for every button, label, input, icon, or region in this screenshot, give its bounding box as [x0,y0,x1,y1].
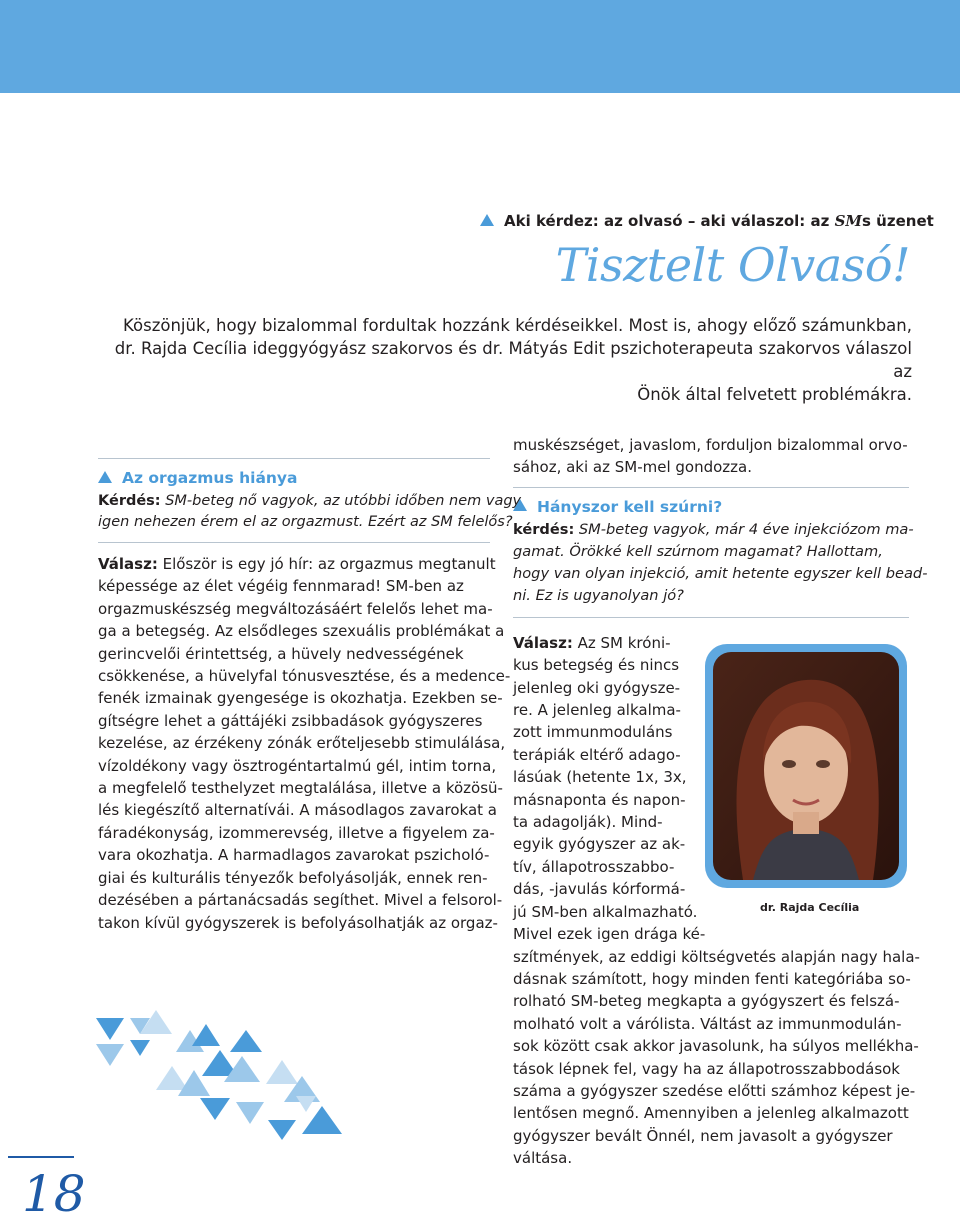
answer-line-text: Az SM króni- [572,633,671,652]
answer-text-narrow [513,632,706,946]
answer-line [513,968,909,990]
page-title: Tisztelt Olvasó! [555,238,910,292]
answer-line-text: képessége az élet végéig fennmarad! SM-ben az [98,577,464,596]
answer-line-text: másnaponta és napon- [513,790,686,809]
answer-line [513,699,703,721]
answer-line-text: molható volt a várólista. Váltást az immunmodulán- [513,1014,902,1033]
answer-line-text: száma a gyógyszer szedése előtti számhoz képest je- [513,1081,916,1100]
answer-line-text: terápiák eltérő adago- [513,745,681,764]
left-column [98,458,522,934]
answer-line-text: tások lépnek fel, vagy ha az állapotrosszabbodások [513,1059,900,1078]
answer-text [98,553,511,934]
answer-line [513,856,703,878]
answer-line-text: csökkenése, a hüvelyfal tónusvesztése, és a medence- [98,667,511,686]
answer-line-text: jú SM-ben alkalmazható. [513,902,698,921]
answer-label: Válasz: [513,633,573,652]
answer-line-text: giai és kulturális tényezők befolyásolják, ennek ren- [98,868,488,887]
portrait-illustration [713,652,899,880]
header-band [0,0,960,93]
answer-line: sához, aki az SM-mel gondozza. [513,458,753,477]
answer-line [513,744,703,766]
answer-line-text: lentősen megnő. Amennyiben a jelenleg alkalmazott [513,1104,909,1123]
answer-line-text: orgazmuskészség megváltozásáért felelős lehet ma- [98,599,493,618]
answer-line [98,777,503,799]
triangle-bullet-icon [480,214,494,226]
answer-line-text: lásúak (hetente 1x, 3x, [513,768,687,787]
answer-line [513,1035,919,1057]
answer-label: Válasz: [98,555,158,573]
answer-line [98,844,490,866]
answer-line [513,654,703,676]
page-number: 18 [22,1165,86,1223]
triangle-bullet-icon [98,471,112,483]
answer-line-text: váltása. [513,1149,573,1168]
answer-line-text: zott immunmoduláns [513,723,673,742]
answer-line-text: szítmények, az eddigi költségvetés alapján nagy hala- [513,947,920,966]
question-heading-text: Az orgazmus hiánya [122,469,298,487]
page-number-rule [8,1156,74,1158]
divider [98,458,490,459]
divider [513,487,909,488]
answer-line [513,946,920,968]
intro-line: Önök által felvetett problémákra. [637,385,912,404]
answer-line [513,721,703,743]
answer-line [98,710,490,732]
answer-line [98,575,490,597]
answer-line-text: fenék izmainak gyengesége is okozhatja. Ezekben se- [98,689,503,708]
question-text [98,491,522,533]
answer-line-text: ga a betegség. Az elsődleges szexuális problémákat a [98,622,505,641]
answer-line-text: egyik gyógyszer az ak- [513,835,686,854]
continued-answer [513,434,909,479]
question-text [513,519,928,607]
answer-line-text: sok között csak akkor javasolunk, ha súlyos mellékha- [513,1037,919,1056]
question-line: gamat. Örökké kell szúrnom magamat? Hallottam, [513,542,883,560]
answer-line [98,755,497,777]
answer-line-text: re. A jelenleg alkalma- [513,701,681,720]
answer-line [98,687,503,709]
answer-line [98,799,497,821]
decorative-triangles-icon [96,1010,356,1140]
answer-line-text: fáradékonyság, izommerevség, illetve a figyelem za- [98,823,495,842]
intro-line: dr. Rajda Cecília ideggyógyász szakorvos és dr. Mátyás Edit pszichoterapeuta szakorvos válaszol az [114,339,912,381]
answer-line-text: vízoldékony vagy ösztrogéntartalmú gél, intim torna, [98,756,497,775]
answer-line [98,553,496,575]
answer-line-text: gítségre lehet a gáttájéki zsibbadások gyógyszeres [98,711,483,730]
intro-paragraph [100,314,912,406]
answer-line-text: ta adagolják). Mind- [513,813,663,832]
question-line: ni. Ez is ugyanolyan jó? [513,586,684,604]
answer-line [513,878,703,900]
answer-line [513,901,703,923]
answer-line-text: Mivel ezek igen drága ké- [513,925,706,944]
answer-line-text: tív, állapotrosszabbo- [513,857,675,876]
answer-line-text: gerincvelői érintettség, a hüvely nedvességének [98,644,464,663]
answer-line-text: gyógyszer bevált Önnél, nem javasolt a gyógyszer [513,1126,893,1145]
answer-line-text: dás, -javulás kórformá- [513,880,686,899]
intro-line: Köszönjük, hogy bizalommal fordultak hozzánk kérdéseikkel. Most is, ahogy előző számunkban, [123,316,912,335]
answer-line-text: kezelése, az érzékeny zónák erőteljesebb stimulálása, [98,734,506,753]
answer-line-text: takon kívül gyógyszerek is befolyásolhatják az orgaz- [98,913,498,932]
answer-line [513,789,703,811]
answer-line [98,889,503,911]
question-label: kérdés: [513,520,575,538]
portrait-photo [705,644,907,888]
answer-line [513,1147,909,1169]
section-prefix: Aki kérdez: az olvasó – aki válaszol: az [504,212,835,230]
answer-line [98,822,495,844]
answer-line-text: Először is egy jó hír: az orgazmus megtanult [157,555,496,573]
question-label: Kérdés: [98,493,161,509]
answer-line [513,923,706,945]
answer-line-text: dezésében a pártanácsadás segíthet. Mivel a felsorol- [98,891,503,910]
answer-line [513,766,703,788]
answer-line [98,620,505,642]
answer-line [513,811,703,833]
section-label [480,212,934,230]
question-heading-text: Hányszor kell szúrni? [537,497,723,516]
answer-line [513,1013,909,1035]
answer-line-text: a megfelelő testhelyzet megtalálása, illetve a közösü- [98,779,503,798]
section-suffix: s üzenet [862,212,934,230]
answer-line [98,598,493,620]
answer-line [98,732,506,754]
question-line: SM-beteg vagyok, már 4 éve injekciózom ma- [574,520,914,538]
question-line: igen nehezen érem el az orgazmust. Ezért az SM felelős? [98,514,513,530]
answer-line [513,632,703,654]
answer-line [98,912,498,934]
answer-line-text: vara okozhatja. A harmadlagos zavarokat pszicholó- [98,846,490,865]
question-line: SM-beteg nő vagyok, az utóbbi időben nem vagy [160,493,522,509]
answer-line-text: jelenleg oki gyógysze- [513,678,681,697]
answer-line-text: dásnak számított, hogy minden fenti kategóriába so- [513,969,911,988]
question-line: hogy van olyan injekció, amit hetente egyszer kell bead- [513,564,928,582]
photo-caption: dr. Rajda Cecília [760,901,860,914]
answer-line [513,990,909,1012]
answer-line [513,833,703,855]
question-heading [513,498,909,516]
triangle-bullet-icon [513,499,527,511]
divider [513,617,909,618]
answer-line [513,677,703,699]
answer-line [98,643,490,665]
question-heading [98,469,490,487]
answer-line [513,1102,909,1124]
answer-line [513,1058,909,1080]
answer-line-text: rolható SM-beteg megkapta a gyógyszert és felszá- [513,992,900,1011]
answer-line [98,665,511,687]
answer-line [513,1080,916,1102]
portrait-image [713,652,899,880]
divider [98,542,490,543]
answer-line [98,867,490,889]
answer-line: muskészséget, javaslom, forduljon bizalommal orvo- [513,436,908,454]
answer-line [513,1125,909,1147]
answer-line-text: kus betegség és nincs [513,656,680,675]
answer-line-text: lés kiegészítő alternatívái. A másodlagos zavarokat a [98,801,497,820]
section-sm-logo: SM [834,212,863,230]
answer-text-wide [513,946,920,1170]
